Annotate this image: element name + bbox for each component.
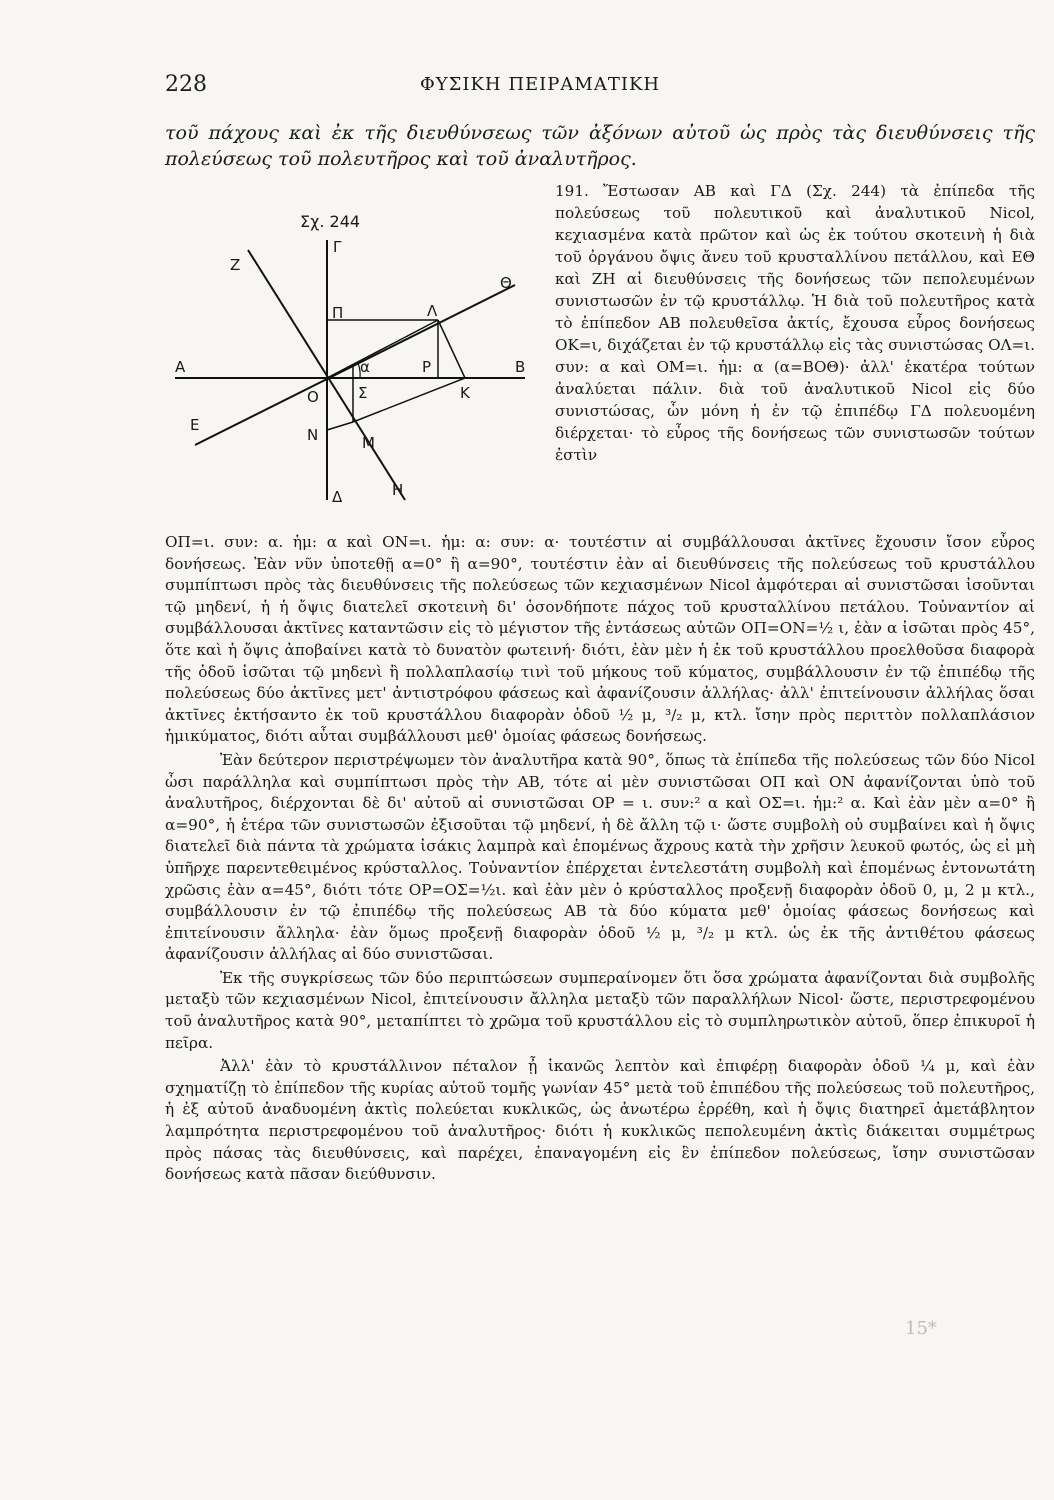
label-k: K [460,384,470,402]
label-rho: Ρ [422,358,432,376]
paragraph-2: Ἐὰν δεύτερον περιστρέψωμεν τὸν ἀναλυτῆρα κατὰ 90°, ὅπως τὰ ἐπίπεδα τῆς πολεύσεως τῶν δύο Nicol ὦσι παράλληλα καὶ συμπίπτωσι πρὸς τὴν ΑΒ, τότε αἱ μὲν συνιστῶσαι ΟΠ καὶ ΟΝ ἀφανίζονται ὑπὸ τοῦ ἀναλυτῆρος, διέρχονται δὲ δι' αὐτοῦ αἱ συνιστῶσαι ΟΡ = ι. συν:² α καὶ ΟΣ=ι. ἡμ:² α. Καὶ ἐὰν μὲν α=0° ἢ α=90°, ἡ ἑτέρα τῶν συνιστωσῶν ἐξισοῦται τῷ μηδενί, ἡ δὲ ἄλλη τῷ ι· ὥστε συμβολὴ οὐ συμβαίνει καὶ ἡ ὄψις διατελεῖ διὰ πάντα τὰ χρώματα ἰσάκις λαμπρὰ καὶ ἑπομένως ἄχρους κατὰ τὴν χρῆσιν λευκοῦ φωτός, ὡς εἰ μὴ ὑπῆρχε παρεντεθειμένος κρύσταλλος. Τοὐναντίον ἐπέρχεται ἐντελεστάτη συμβολὴ καὶ ἑπομένως ἐντονωτάτη χρῶσις ἐὰν α=45°, διότι τότε ΟΡ=ΟΣ=½ι. καὶ ἐὰν μὲν ὁ κρύσταλλος προξενῇ διαφορὰν ὁδοῦ 0, μ, 2 μ κτλ., συμβάλλουσιν ἐν τῷ ἐπιπέδῳ τῆς πολεύσεως ΑΒ τὰ δύο κύματα μεθ' ὁμοίας φάσεως δονήσεως καὶ ἐπιτείνουσιν ἄλληλα· ἐὰν ὅμως προξενῇ διαφορὰν ὁδοῦ ½ μ, ³/₂ μ κτλ. ὡς ἐκ τῆς ἀντιθέτου φάσεως ἀφανίζουσιν ἀλλήλας αἱ δύο συνιστῶσαι. [165,750,1035,964]
label-theta: Θ [500,274,512,292]
label-z: Z [230,256,241,274]
figure-244-diagram [170,210,535,530]
body-text [165,532,1035,1186]
running-title: ΦΥΣΙΚΗ ΠΕΙΡΑΜΑΤΙΚΗ [420,74,661,95]
label-a: A [175,358,186,376]
paragraph-3: Ἐκ τῆς συγκρίσεως τῶν δύο περιπτώσεων συμπεραίνομεν ὅτι ὅσα χρώματα ἀφανίζονται διὰ συμβολῆς μεταξὺ τῶν κεχιασμένων Nicol, ἐπιτείνουσιν ἄλληλα μεταξὺ τῶν παραλλήλων Nicol· ὥστε, περιστρεφομένου τοῦ ἀναλυτῆρος κατὰ 90°, μεταπίπτει τὸ χρῶμα τοῦ κρυστάλλου εἰς τὸ συμπληρωτικὸν αὐτοῦ, ὅπερ ἐπικυροῖ ἡ πεῖρα. [165,968,1035,1052]
label-n: N [307,426,319,444]
label-lambda: Λ [427,302,438,320]
side-paragraph: 191. Ἔστωσαν ΑΒ καὶ ΓΔ (Σχ. 244) τὰ ἐπίπεδα τῆς πολεύσεως τοῦ πολευτικοῦ καὶ ἀναλυτικοῦ Nicol, κεχιασμένα κατὰ πρῶτον καὶ ὡς ἐκ τούτου σκοτεινὴ ἡ διὰ τοῦ ὀργάνου ὄψις ἄνευ τοῦ κρυσταλλίνου πετάλλου, καὶ ΕΘ καὶ ΖΗ αἱ διευθύνσεις τῆς δονήσεως τῶν πεπολευμένων συνιστωσῶν ἐν τῷ κρυστάλλῳ. Ἡ διὰ τοῦ πολευτῆρος κατὰ τὸ ἐπίπεδον ΑΒ πολευθεῖσα ἀκτίς, ἔχουσα εὖρος δονήσεως ΟΚ=ι, διχάζεται ἐν τῷ κρυστάλλῳ εἰς τὰς συνιστώσας ΟΛ=ι. συν: α καὶ ΟΜ=ι. ἡμ: α (α=ΒΟΘ)· ἀλλ' ἑκατέρα τούτων ἀναλύεται πάλιν. διὰ τοῦ ἀναλυτικοῦ Nicol εἰς δύο συνιστώσας, ὧν μόνη ἡ ἐν τῷ ἐπιπέδῳ ΓΔ πολευομένη διέρχεται· τὸ εὖρος τῆς δονήσεως τῶν συνιστωσῶν τούτων ἐστὶν [555,182,1035,464]
page-number: 228 [165,72,207,97]
label-m: M [362,434,375,452]
line-l-k [438,320,465,378]
line-k-m [353,378,465,422]
line-n-m [327,422,353,430]
label-pi: Π [332,304,344,322]
label-e: E [190,416,200,434]
paragraph-4: Ἀλλ' ἐὰν τὸ κρυστάλλινον πέταλον ᾖ ἱκανῶς λεπτὸν καὶ ἐπιφέρῃ διαφορὰν ὁδοῦ ¼ μ, καὶ ἐὰν σχηματίζῃ τὸ ἐπίπεδον τῆς κυρίας αὐτοῦ τομῆς γωνίαν 45° μετὰ τοῦ ἐπιπέδου τῆς πολεύσεως τοῦ πολευτῆρος, ἡ ἐξ αὐτοῦ ἀναδυομένη ἀκτὶς πολεύεται κυκλικῶς, ὡς ἀνωτέρω ἐρρέθη, καὶ ἡ ὄψις διατηρεῖ ἀμετάβλητον λαμπρότητα περιστρεφομένου τοῦ ἀναλυτῆρος· διότι ἡ κυκλικῶς πεπολευμένη ἀκτὶς διάκειται συμμέτρως πρὸς πάσας τὰς διευθύνσεις, καὶ παρέχει, ἐπαναγομένη εἰς ἓν ἐπίπεδον πολεύσεως, ἴσην συνιστῶσαν δονήσεως κατὰ πᾶσαν διεύθυνσιν. [165,1057,1035,1184]
label-sigma: Σ [358,384,368,402]
label-gamma: Γ [333,238,342,256]
label-b: B [515,358,526,376]
label-h: H [392,481,404,499]
page-header [165,72,1035,102]
label-alpha: α [360,358,370,376]
paragraph-1: ΟΠ=ι. συν: α. ἡμ: α καὶ ΟΝ=ι. ἡμ: α: συν: α· τουτέστιν αἱ συμβάλλουσαι ἀκτῖνες ἔχουσιν ἴσον εὖρος δονήσεως. Ἐὰν νῦν ὑποτεθῇ α=0° ἢ α=90°, τουτέστιν ἐὰν αἱ διευθύνσεις τῆς πολεύσεως τοῦ κρυστάλλου συμπίπτωσι πρὸς τὰς διευθύνσεις τῆς πολεύσεως τῶν κεχιασμένων Nicol ἀμφότεραι αἱ συνιστῶσαι ἰσοῦνται τῷ μηδενί, ἡ ἡ ὄψις διατελεῖ σκοτεινὴ δι' ὁσονδήποτε πάχος τοῦ κρυσταλλίνου πετάλου. Τοὐναντίον αἱ συμβάλλουσαι ἀκτῖνες καταντῶσιν εἰς τὸ μέγιστον τῆς ἐντάσεως αὐτῶν ΟΠ=ΟΝ=½ ι, ἐὰν α ἰσῶται πρὸς 45°, ὅτε καὶ ἡ ὄψις ἀποβαίνει κατὰ τὸ δυνατὸν φωτεινή· διότι, ἐὰν μὲν ἡ ἐκ τοῦ κρυστάλλου προελθοῦσα διαφορὰ τῆς ὁδοῦ ἰσῶται τῷ μηδενὶ ἢ πολλαπλασίῳ τινὶ τοῦ μήκους τοῦ κύματος, συμβάλλουσιν ἐν τῷ ἐπιπέδῳ τῆς πολεύσεως δύο ἀκτῖνες μετ' ἀντιστρόφου φάσεως καὶ ἀφανίζουσιν ἀλλήλας· ἀλλ' ἐπιτείνουσιν ἀλλήλας ὅσαι ἀκτῖνες ἐκτήσαντο ἐκ τοῦ κρυστάλλου διαφορὰν ὁδοῦ ½ μ, ³/₂ μ, κτλ. ἴσην πρὸς περιττὸν πολλαπλάσιον ἡμικύματος, διότι αὗται συμβάλλουσι μεθ' ὁμοίας φάσεως δονήσεως. [165,533,1035,746]
figure-caption: Σχ. 244 [300,212,361,231]
label-delta: Δ [332,488,343,506]
faint-mark: 15* [905,1318,937,1339]
label-o: O [307,388,319,406]
intro-text: τοῦ πάχους καὶ ἐκ τῆς διευθύνσεως τῶν ἀξόνων αὐτοῦ ὡς πρὸς τὰς διευθύνσεις τῆς πολεύσεως τοῦ πολευτῆρος καὶ τοῦ ἀναλυτῆρος. [165,122,1035,170]
